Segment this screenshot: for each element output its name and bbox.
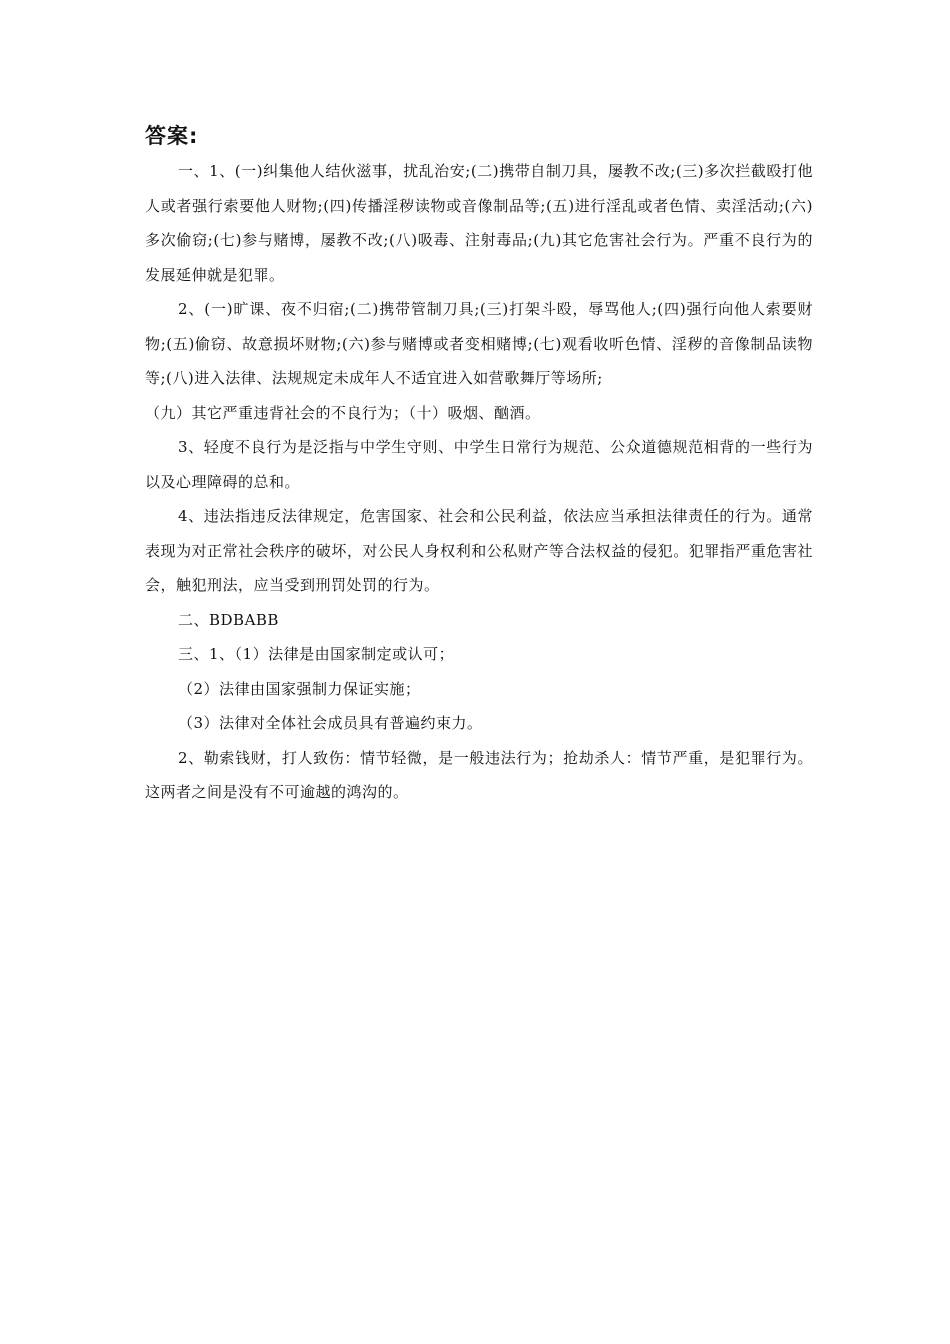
- answer-1-3: 3、轻度不良行为是泛指与中学生守则、中学生日常行为规范、公众道德规范相背的一些行为以及心理障碍的总和。: [145, 438, 813, 491]
- answer-1-4: 4、违法指违反法律规定，危害国家、社会和公民利益，依法应当承担法律责任的行为。通常表现为对正常社会秩序的破坏，对公民人身权利和公私财产等合法权益的侵犯。犯罪指严重危害社会，触犯刑法，应当受到刑罚处罚的行为。: [145, 507, 813, 594]
- answer-1-2: 2、(一)旷课、夜不归宿;(二)携带管制刀具;(三)打架斗殴，辱骂他人;(四)强行向他人索要财物;(五)偷窃、故意损坏财物;(六)参与赌博或者变相赌博;(七)观看收听色情、淫秽的音像制品读物等;(八)进入法律、法规规定未成年人不适宜进入如营歌舞厅等场所;: [145, 300, 813, 387]
- answer-1-2-continued: （九）其它严重违背社会的不良行为；（十）吸烟、酗酒。: [145, 403, 541, 422]
- answer-heading: 答案:: [145, 124, 199, 148]
- answer-content: [145, 118, 813, 810]
- answer-1-1: 一、1、(一)纠集他人结伙滋事，扰乱治安;(二)携带自制刀具，屡教不改;(三)多次拦截殴打他人或者强行索要他人财物;(四)传播淫秽读物或音像制品等;(五)进行淫乱或者色情、卖淫活动;(六)多次偷窃;(七)参与赌博，屡教不改;(八)吸毒、注射毒品;(九)其它危害社会行为。严重不良行为的发展延伸就是犯罪。: [145, 162, 813, 284]
- answer-2: 二、BDBABB: [178, 610, 279, 629]
- answer-3-1-b: （2）法律由国家强制力保证实施；: [178, 679, 421, 698]
- answer-3-2: 2、勒索钱财，打人致伤：情节轻微，是一般违法行为；抢劫杀人：情节严重，是犯罪行为。这两者之间是没有不可逾越的鸿沟的。: [145, 748, 813, 801]
- answer-3-1-c: （3）法律对全体社会成员具有普遍约束力。: [178, 714, 483, 732]
- answer-3-1-a: 三、1、（1）法律是由国家制定或认可；: [178, 645, 455, 663]
